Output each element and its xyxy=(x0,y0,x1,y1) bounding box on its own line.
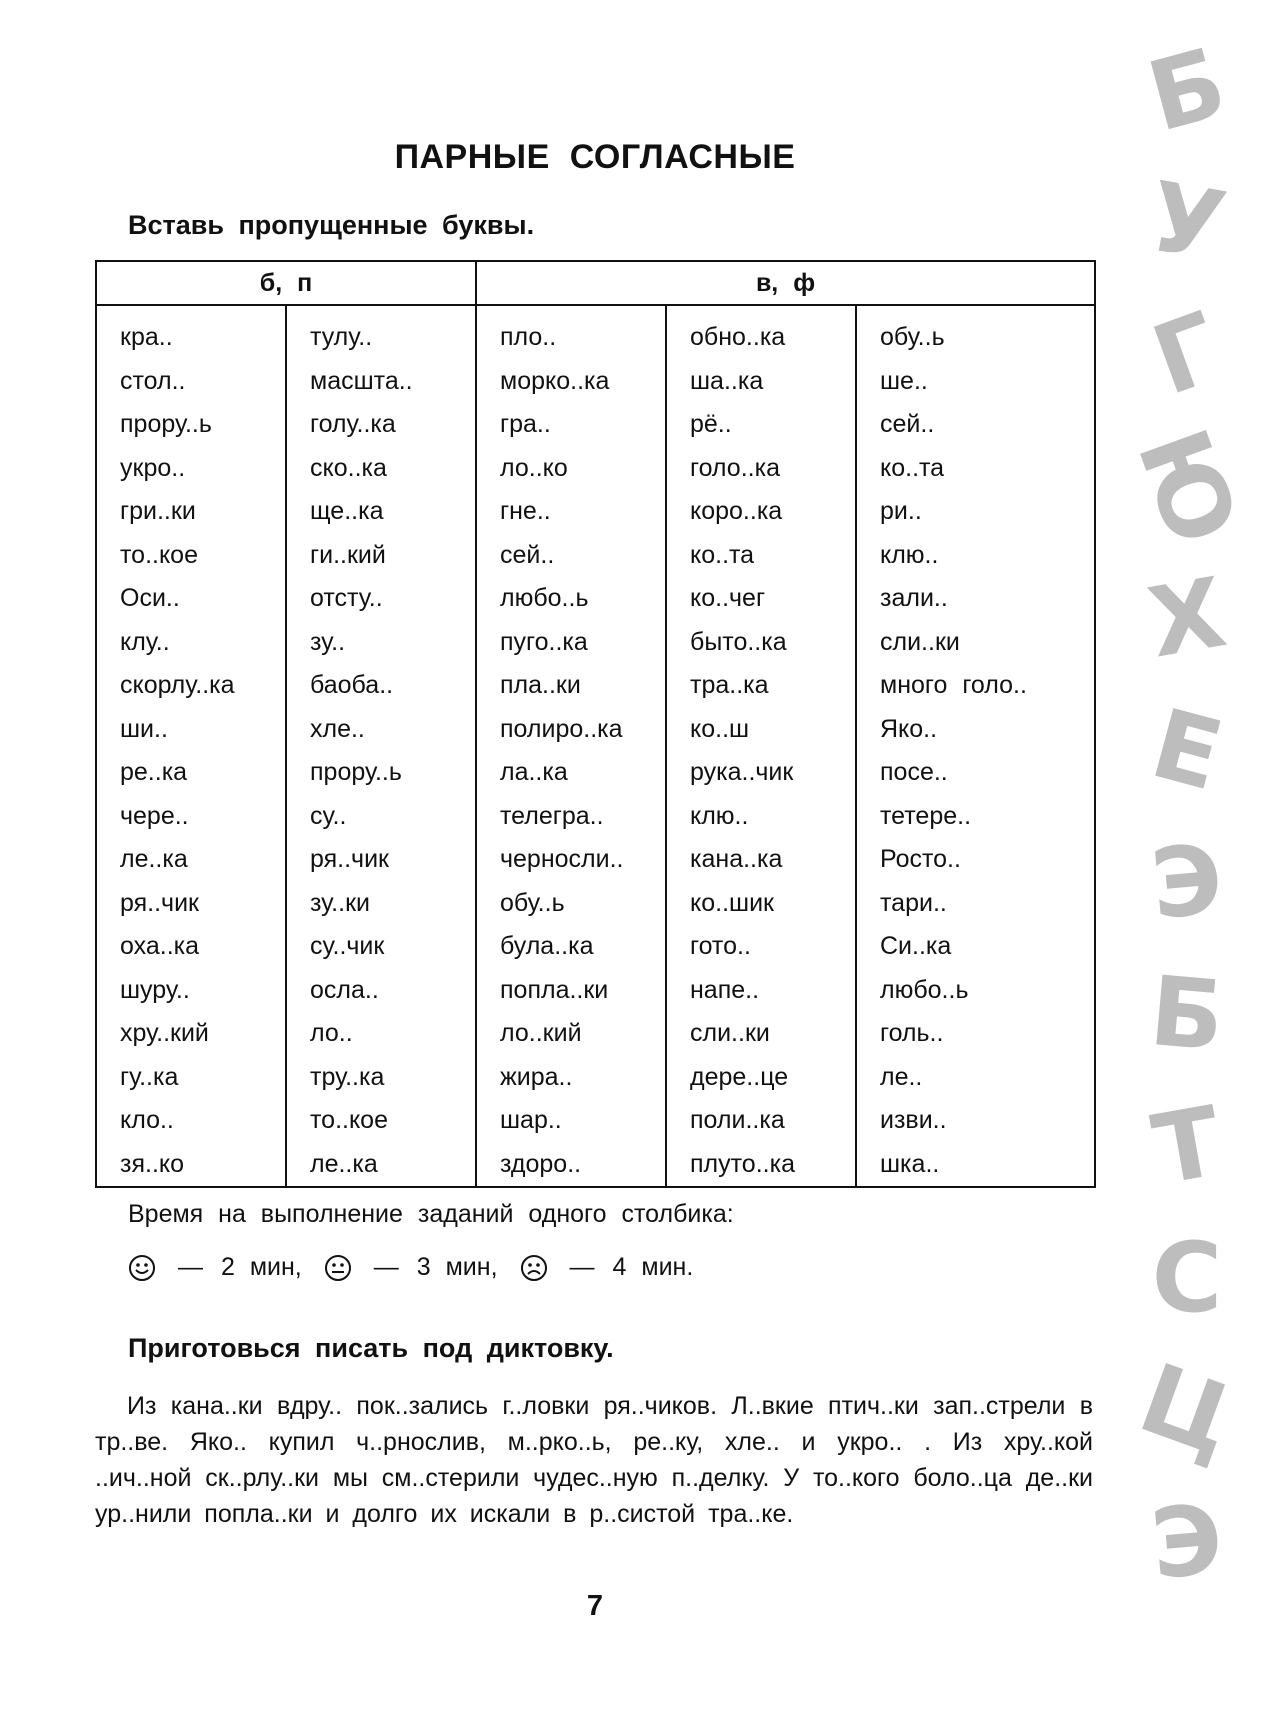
dash: — xyxy=(178,1253,203,1281)
word-item: стол.. xyxy=(120,366,186,395)
exercise-table xyxy=(95,260,1096,1188)
word-item: ше.. xyxy=(880,366,928,395)
word-item: гу..ка xyxy=(120,1062,179,1091)
word-item: голо..ка xyxy=(690,453,780,482)
word-item: сей.. xyxy=(880,410,935,438)
word-item: пуго..ка xyxy=(500,627,588,656)
decor-letter: У xyxy=(1140,160,1234,284)
word-item: кра.. xyxy=(120,323,173,351)
word-item: ко..ш xyxy=(690,714,750,743)
word-item: була..ка xyxy=(500,932,594,960)
word-item: сли..ки xyxy=(880,627,960,656)
word-item: кло.. xyxy=(120,1106,174,1134)
word-item: баоба.. xyxy=(310,671,394,699)
word-item: гото.. xyxy=(690,932,751,960)
dash: — xyxy=(569,1253,595,1281)
word-item: ще..ка xyxy=(310,497,384,525)
word-item: кана..ка xyxy=(690,845,783,873)
word-item: телегра.. xyxy=(500,801,604,830)
word-item: клу.. xyxy=(120,627,170,656)
word-item: ло.. xyxy=(310,1019,353,1047)
word-item: клю.. xyxy=(880,540,939,569)
word-item: ре..ка xyxy=(120,758,188,786)
smile-face-icon xyxy=(128,1254,156,1282)
word-item: гри..ки xyxy=(120,497,196,525)
word-item: морко..ка xyxy=(500,366,610,395)
word-item: ги..кий xyxy=(310,540,386,569)
word-item: прору..ь xyxy=(120,410,212,438)
word-item: укро.. xyxy=(120,453,186,482)
page-number: 7 xyxy=(586,1590,604,1622)
decor-letter: С xyxy=(1151,1222,1223,1334)
word-item: масшта.. xyxy=(310,366,413,395)
word-item: ко..чег xyxy=(690,584,766,612)
page-title: ПАРНЫЕ СОГЛАСНЫЕ xyxy=(394,138,796,176)
word-item: тари.. xyxy=(880,888,947,917)
word-item: пло.. xyxy=(500,323,557,351)
word-item: рё.. xyxy=(690,410,732,438)
decor-letter: Б xyxy=(1137,26,1237,154)
word-item: ши.. xyxy=(120,714,168,743)
word-item: Росто.. xyxy=(880,845,961,873)
decor-letter: Х xyxy=(1140,556,1234,680)
word-column-2 xyxy=(286,305,476,1187)
word-column-3 xyxy=(476,305,666,1187)
decor-letter: Т xyxy=(1145,1085,1229,1207)
word-item: зали.. xyxy=(880,584,948,612)
word-item: быто..ка xyxy=(690,627,787,656)
word-item: отсту.. xyxy=(310,584,383,612)
word-item: тру..ка xyxy=(310,1062,385,1091)
word-item: гне.. xyxy=(500,497,551,525)
word-item: попла..ки xyxy=(500,975,609,1004)
task-instruction: Вставь пропущенные буквы. xyxy=(128,210,535,240)
word-item: ско..ка xyxy=(310,453,387,482)
decor-letter: Э xyxy=(1147,1483,1227,1601)
word-item: поли..ка xyxy=(690,1106,785,1134)
word-item: шар.. xyxy=(500,1106,562,1134)
word-item: ко..та xyxy=(880,453,945,482)
word-column-1 xyxy=(96,305,286,1187)
word-item: шуру.. xyxy=(120,975,190,1004)
word-item: ле..ка xyxy=(120,845,188,873)
word-item: скорлу..ка xyxy=(120,671,235,699)
neutral-face-icon xyxy=(324,1254,352,1282)
decorative-alphabet-strip xyxy=(1115,26,1260,1700)
time-value-smile: 2 мин, xyxy=(221,1253,302,1281)
word-item: ша..ка xyxy=(690,366,764,395)
word-item: Си..ка xyxy=(880,932,952,960)
word-item: обу..ь xyxy=(880,323,945,351)
word-item: су.. xyxy=(310,801,347,830)
word-item: ле..ка xyxy=(310,1149,378,1178)
decor-letter: Е xyxy=(1140,687,1234,813)
word-item: сли..ки xyxy=(690,1019,770,1047)
word-item: то..кое xyxy=(310,1106,388,1134)
time-value-neutral: 3 мин, xyxy=(416,1253,498,1281)
word-item: коро..ка xyxy=(690,497,783,525)
word-item: голу..ка xyxy=(310,410,396,438)
word-item: любо..ь xyxy=(500,584,589,612)
decor-letter: Ц xyxy=(1126,1342,1248,1478)
word-item: напе.. xyxy=(690,975,760,1004)
word-item: ря..чик xyxy=(120,888,199,917)
word-item: зу.. xyxy=(310,627,346,656)
word-item: осла.. xyxy=(310,975,379,1004)
decor-letter: Б xyxy=(1145,955,1229,1073)
word-item: шка.. xyxy=(880,1149,940,1178)
word-column-5 xyxy=(856,305,1095,1187)
word-item: изви.. xyxy=(880,1106,947,1134)
word-item: обу..ь xyxy=(500,888,565,917)
word-item: ко..та xyxy=(690,540,755,569)
word-item: зя..ко xyxy=(120,1149,185,1178)
word-item: посе.. xyxy=(880,758,948,786)
word-item: клю.. xyxy=(690,801,749,830)
word-item: тулу.. xyxy=(310,323,373,351)
word-item: рука..чик xyxy=(690,758,794,786)
word-item: ло..кий xyxy=(500,1019,582,1047)
word-item: пла..ки xyxy=(500,671,581,699)
word-item: здоро.. xyxy=(500,1149,582,1178)
word-item: черносли.. xyxy=(500,845,624,873)
time-note: Время на выполнение заданий одного столбика: xyxy=(128,1200,734,1228)
word-item: сей.. xyxy=(500,540,555,569)
word-item: обно..ка xyxy=(690,323,786,351)
word-item: дере..це xyxy=(690,1062,789,1091)
dash: — xyxy=(373,1253,399,1281)
dictation-instruction: Приготовься писать под диктовку. xyxy=(128,1333,614,1363)
word-item: ри.. xyxy=(880,497,922,525)
word-item: Яко.. xyxy=(880,714,938,743)
word-item: тетере.. xyxy=(880,801,972,830)
word-item: полиро..ка xyxy=(500,714,623,743)
header-v-f: в, ф xyxy=(476,261,1095,305)
word-item: ле.. xyxy=(880,1062,923,1091)
word-item: хру..кий xyxy=(120,1019,209,1047)
header-b-p: б, п xyxy=(96,261,476,305)
word-item: ла..ка xyxy=(500,758,568,786)
time-value-sad: 4 мин. xyxy=(612,1253,694,1281)
word-item: прору..ь xyxy=(310,758,402,786)
word-item: жира.. xyxy=(500,1062,573,1091)
word-item: ло..ко xyxy=(500,453,568,482)
decor-letter: Э xyxy=(1147,823,1227,941)
word-item: хле.. xyxy=(310,714,365,743)
word-item: су..чик xyxy=(310,932,385,960)
word-item: то..кое xyxy=(120,540,198,569)
word-item: ко..шик xyxy=(690,888,774,917)
word-item: Оси.. xyxy=(120,584,180,612)
word-item: гра.. xyxy=(500,410,551,438)
word-item: тра..ка xyxy=(690,671,769,699)
word-item: голь.. xyxy=(880,1019,944,1047)
decor-letter: Ю xyxy=(1115,415,1260,560)
word-item: зу..ки xyxy=(310,888,370,917)
word-column-4 xyxy=(666,305,856,1187)
word-item: плуто..ка xyxy=(690,1149,795,1178)
word-item: ря..чик xyxy=(310,845,389,873)
word-item: оха..ка xyxy=(120,932,200,960)
time-scale xyxy=(128,1253,693,1282)
sad-face-icon xyxy=(520,1254,548,1282)
word-item: много голо.. xyxy=(880,671,1027,699)
dictation-text: Из кана..ки вдру.. пок..зались г..ловки ря..чиков. Л..вкие птич..ки зап..стрели в тр..ве. Яко.. купил ч..рнослив, м..рко..ь, ре..ку, хле.. и укро.. . Из хру..кой ..ич..ной ск..рлу..ки мы см..стерили чудес..ную п..делку. У то..кого боло..ца де..ки ур..нили попла..ки и долго их искали в р..систой тра..ке. xyxy=(95,1392,1093,1528)
word-item: чере.. xyxy=(120,801,189,830)
word-item: любо..ь xyxy=(880,975,969,1004)
decor-letter: Г xyxy=(1139,290,1235,418)
